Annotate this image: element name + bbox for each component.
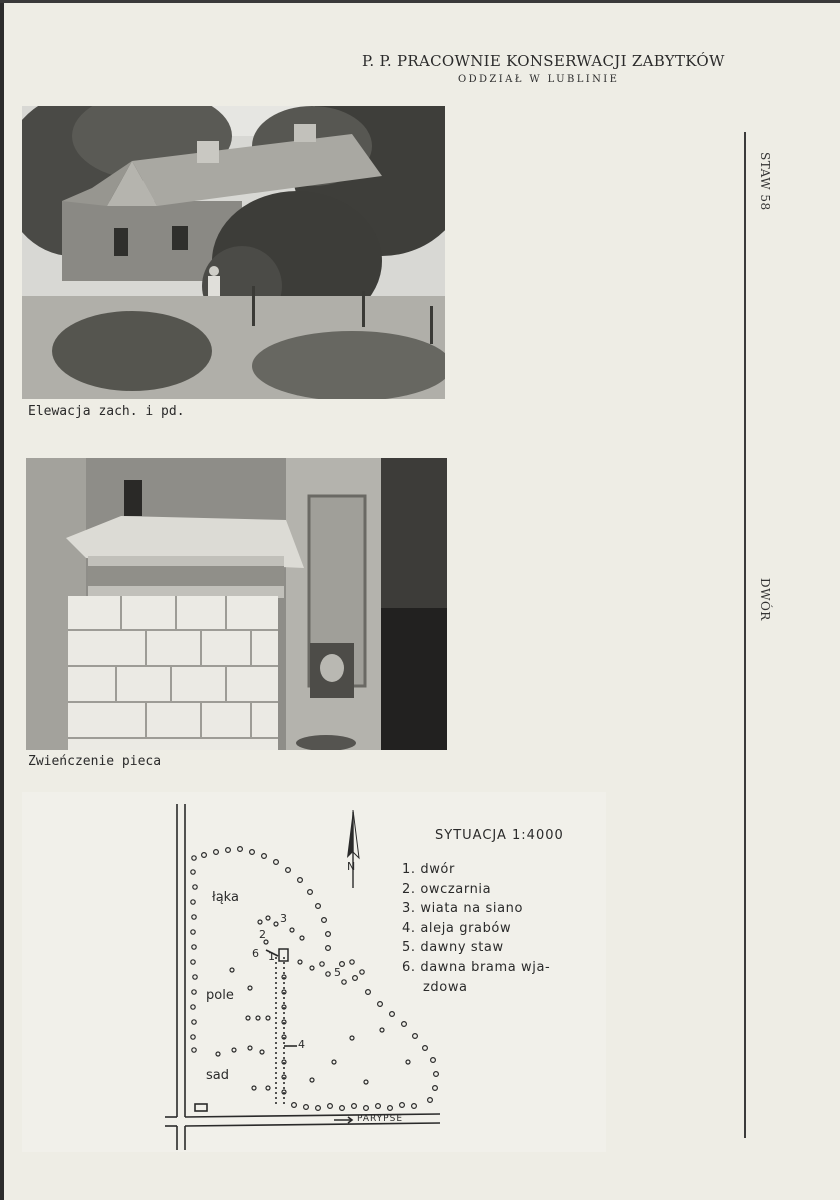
- label-meadow: łąka: [212, 890, 239, 905]
- photo-manor-exterior: [22, 106, 445, 399]
- margin-rule: [744, 132, 746, 1138]
- legend-item: 4. aleja grabów: [402, 920, 512, 936]
- plan-legend: [402, 860, 550, 997]
- plan-number: 6: [252, 947, 259, 960]
- institution-title: P. P. PRACOWNIE KONSERWACJI ZABYTKÓW: [362, 52, 725, 70]
- site-plan: [22, 792, 606, 1152]
- label-field: pole: [206, 988, 234, 1003]
- legend-item: 6. dawna brama wja-: [402, 959, 551, 975]
- page-edge-top: [0, 0, 840, 3]
- legend-item-continuation: zdowa: [423, 979, 468, 995]
- north-label: N: [347, 860, 356, 873]
- photo-stove-crown: [26, 458, 447, 750]
- plan-title: SYTUACJA 1:4000: [435, 828, 564, 843]
- road-label: PARYPSE: [357, 1114, 404, 1124]
- plan-number: 5: [334, 966, 341, 979]
- legend-item: 1. dwór: [402, 862, 455, 877]
- north-arrow-icon: [342, 808, 362, 898]
- plan-number: 3: [280, 912, 287, 925]
- legend-item: 3. wiata na siano: [402, 901, 524, 917]
- record-code: STAW 58: [758, 152, 772, 211]
- page-edge-left: [0, 0, 4, 1200]
- photo-caption-stove: Zwieńczenie pieca: [28, 754, 162, 769]
- legend-item: 5. dawny staw: [402, 940, 504, 956]
- photo-caption-exterior: Elewacja zach. i pd.: [28, 404, 185, 419]
- plan-number: 1: [268, 950, 275, 963]
- legend-item: 2. owczarnia: [402, 881, 492, 897]
- label-orchard: sad: [206, 1068, 229, 1083]
- record-type: DWÓR: [758, 578, 772, 621]
- institution-subtitle: ODDZIAŁ W LUBLINIE: [458, 74, 620, 85]
- plan-number: 2: [259, 928, 266, 941]
- plan-number: 4: [298, 1038, 305, 1051]
